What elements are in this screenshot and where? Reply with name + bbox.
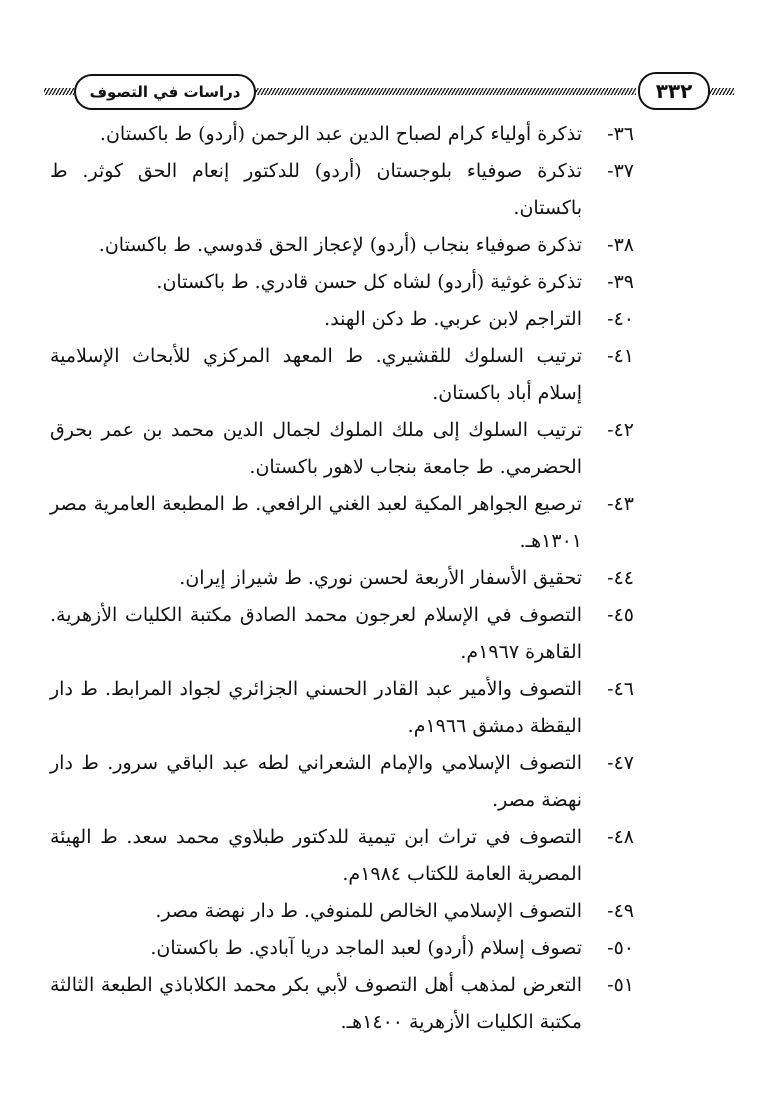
entry-text: التصوف في تراث ابن تيمية للدكتور طبلاوي محمد سعد. ط الهيئة المصرية العامة للكتاب ١٩٨٤م. xyxy=(50,826,582,885)
entry-number: ٣٩- xyxy=(607,271,634,293)
entry-text: التصوف والأمير عبد القادر الحسني الجزائري لجواد المرابط. ط دار اليقظة دمشق ١٩٦٦م. xyxy=(50,678,582,737)
header-ornament-middle xyxy=(256,88,636,95)
entry-text: تذكرة صوفياء بنجاب (أردو) لإعجاز الحق قدوسي. ط باكستان. xyxy=(98,234,582,256)
page-number xyxy=(638,72,710,110)
list-item xyxy=(50,412,634,486)
list-item xyxy=(50,967,634,1041)
header-ornament-left xyxy=(44,88,74,95)
entry-text: تحقيق الأسفار الأربعة لحسن نوري. ط شيراز إيران. xyxy=(179,567,582,589)
entry-number: ٤٨- xyxy=(607,826,634,848)
list-item xyxy=(50,597,634,671)
entry-number: ٥٠- xyxy=(607,937,634,959)
entry-number: ٤٦- xyxy=(607,678,634,700)
entry-number: ٥١- xyxy=(607,974,634,996)
running-title xyxy=(74,74,256,110)
entry-text: تذكرة صوفياء بلوجستان (أردو) للدكتور إنعام الحق كوثر. ط باكستان. xyxy=(50,160,582,219)
list-item xyxy=(50,893,634,930)
list-item xyxy=(50,264,634,301)
entry-number: ٣٦- xyxy=(607,123,634,145)
entry-number: ٣٧- xyxy=(607,160,634,182)
list-item xyxy=(50,486,634,560)
bibliography-list xyxy=(50,116,634,1041)
list-item xyxy=(50,301,634,338)
entry-text: التعرض لمذهب أهل التصوف لأبي بكر محمد الكلاباذي الطبعة الثالثة مكتبة الكليات الأزهرية ١٤٠٠هـ. xyxy=(50,974,582,1033)
entry-number: ٣٨- xyxy=(607,234,634,256)
header-ornament-right xyxy=(708,88,734,95)
list-item xyxy=(50,671,634,745)
entry-text: التصوف في الإسلام لعرجون محمد الصادق مكتبة الكليات الأزهرية. القاهرة ١٩٦٧م. xyxy=(50,604,582,663)
page-number-text: ٣٣٢ xyxy=(655,79,693,103)
entry-text: التراجم لابن عربي. ط دكن الهند. xyxy=(324,308,582,330)
list-item xyxy=(50,227,634,264)
list-item xyxy=(50,930,634,967)
running-title-text: دراسات في التصوف xyxy=(89,83,241,101)
entry-number: ٤١- xyxy=(607,345,634,367)
entry-text: التصوف الإسلامي الخالص للمنوفي. ط دار نهضة مصر. xyxy=(155,900,582,922)
entry-text: ترصيع الجواهر المكية لعبد الغني الرافعي. ط المطبعة العامرية مصر ١٣٠١هـ. xyxy=(50,493,582,552)
entry-text: التصوف الإسلامي والإمام الشعراني لطه عبد الباقي سرور. ط دار نهضة مصر. xyxy=(50,752,582,811)
entry-number: ٤٢- xyxy=(607,419,634,441)
entry-text: ترتيب السلوك للقشيري. ط المعهد المركزي للأبحاث الإسلامية إسلام أباد باكستان. xyxy=(50,345,582,404)
entry-number: ٤٩- xyxy=(607,900,634,922)
list-item xyxy=(50,745,634,819)
list-item xyxy=(50,116,634,153)
list-item xyxy=(50,338,634,412)
entry-number: ٤٤- xyxy=(607,567,634,589)
entry-number: ٤٠- xyxy=(607,308,634,330)
list-item xyxy=(50,153,634,227)
list-item xyxy=(50,560,634,597)
page-header xyxy=(44,68,734,114)
entry-text: تصوف إسلام (أردو) لعبد الماجد دريا آبادي. ط باكستان. xyxy=(150,937,582,959)
entry-number: ٤٣- xyxy=(607,493,634,515)
entry-text: تذكرة أولياء كرام لصباح الدين عبد الرحمن (أردو) ط باكستان. xyxy=(99,123,582,145)
list-item xyxy=(50,819,634,893)
entry-text: ترتيب السلوك إلى ملك الملوك لجمال الدين محمد بن عمر بحرق الحضرمي. ط جامعة بنجاب لاهور باكستان. xyxy=(50,419,582,478)
entry-number: ٤٥- xyxy=(607,604,634,626)
entry-number: ٤٧- xyxy=(607,752,634,774)
entry-text: تذكرة غوثية (أردو) لشاه كل حسن قادري. ط باكستان. xyxy=(156,271,582,293)
